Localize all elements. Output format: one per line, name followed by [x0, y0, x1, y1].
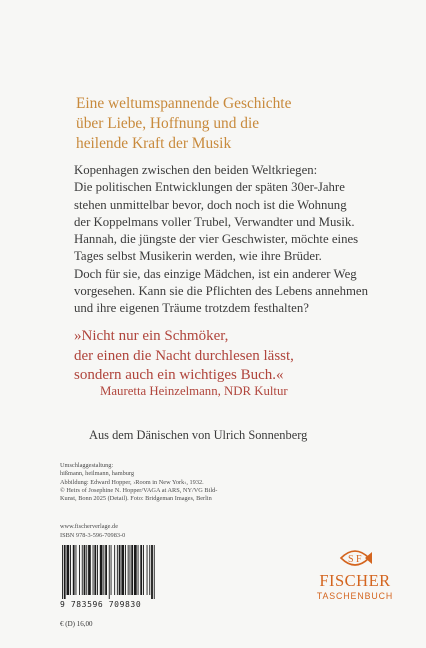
- blurb: [74, 162, 374, 318]
- tagline-line: über Liebe, Hoffnung und die: [76, 115, 260, 132]
- barcode-digits: 9 783596 709830: [60, 600, 142, 609]
- publisher-name: FISCHER: [319, 571, 391, 590]
- blurb-line: Hannah, die jüngste der vier Geschwister, möchte eines: [74, 232, 359, 247]
- blurb-line: Kopenhagen zwischen den beiden Weltkriegen:: [74, 163, 318, 177]
- blurb-line: Die politischen Entwicklungen der späten 30er-Jahre: [74, 180, 345, 195]
- credit-line: Kunst, Bonn 2025 (Detail). Foto: Bridgeman Images, Berlin: [60, 495, 212, 503]
- credit-line: © Heirs of Josephine N. Hopper/VAGA at ARS, NY/VG Bild-: [60, 486, 218, 494]
- blurb-line: Tages selbst Musikerin werden, wie ihre Brüder.: [74, 249, 322, 264]
- credit-line: hißmann, heilmann, hamburg: [60, 470, 135, 478]
- quote-line: der einen die Nacht durchlesen lässt,: [74, 347, 294, 364]
- blurb-line: der Koppelmans voller Trubel, Verwandter und Musik.: [74, 214, 355, 229]
- quote-line: »Nicht nur ein Schmöker,: [74, 328, 229, 344]
- press-quote: [74, 327, 374, 386]
- price: € (D) 16,00: [60, 620, 93, 628]
- credit-line: Abbildung: Edward Hopper, ›Room in New York‹, 1932.: [60, 478, 204, 486]
- blurb-line: und ihre eigenen Träume trotzdem festhalten?: [74, 301, 309, 316]
- publisher-website: www.fischerverlage.de: [60, 523, 118, 530]
- blurb-line: vorgesehen. Kann sie die Pflichten des Lebens annehmen: [74, 284, 369, 299]
- cover-credits: [60, 462, 300, 503]
- barcode: [60, 545, 156, 599]
- logo-letters: S F: [348, 554, 362, 565]
- tagline-line: Eine weltumspannende Geschichte: [76, 95, 292, 112]
- tagline-line: heilende Kraft der Musik: [76, 135, 232, 152]
- publisher-series: TASCHENBUCH: [316, 591, 394, 601]
- quote-line: sondern auch ein wichtiges Buch.«: [74, 367, 284, 383]
- blurb-line: Doch für sie, das einzige Mädchen, ist ein anderer Weg: [74, 266, 357, 281]
- credit-line: Umschlaggestaltung:: [60, 462, 114, 469]
- publisher-logo: [300, 543, 410, 633]
- isbn: ISBN 978-3-596-70983-0: [60, 532, 126, 539]
- translator-credit: Aus dem Dänischen von Ulrich Sonnenberg: [89, 428, 308, 442]
- quote-source: Mauretta Heinzelmann, NDR Kultur: [100, 384, 288, 398]
- tagline: [76, 94, 376, 154]
- fischer-fish-logo-icon: [337, 543, 373, 573]
- barcode-icon: [60, 545, 156, 599]
- blurb-line: stehen unmittelbar bevor, doch noch ist die Wohnung: [74, 197, 347, 212]
